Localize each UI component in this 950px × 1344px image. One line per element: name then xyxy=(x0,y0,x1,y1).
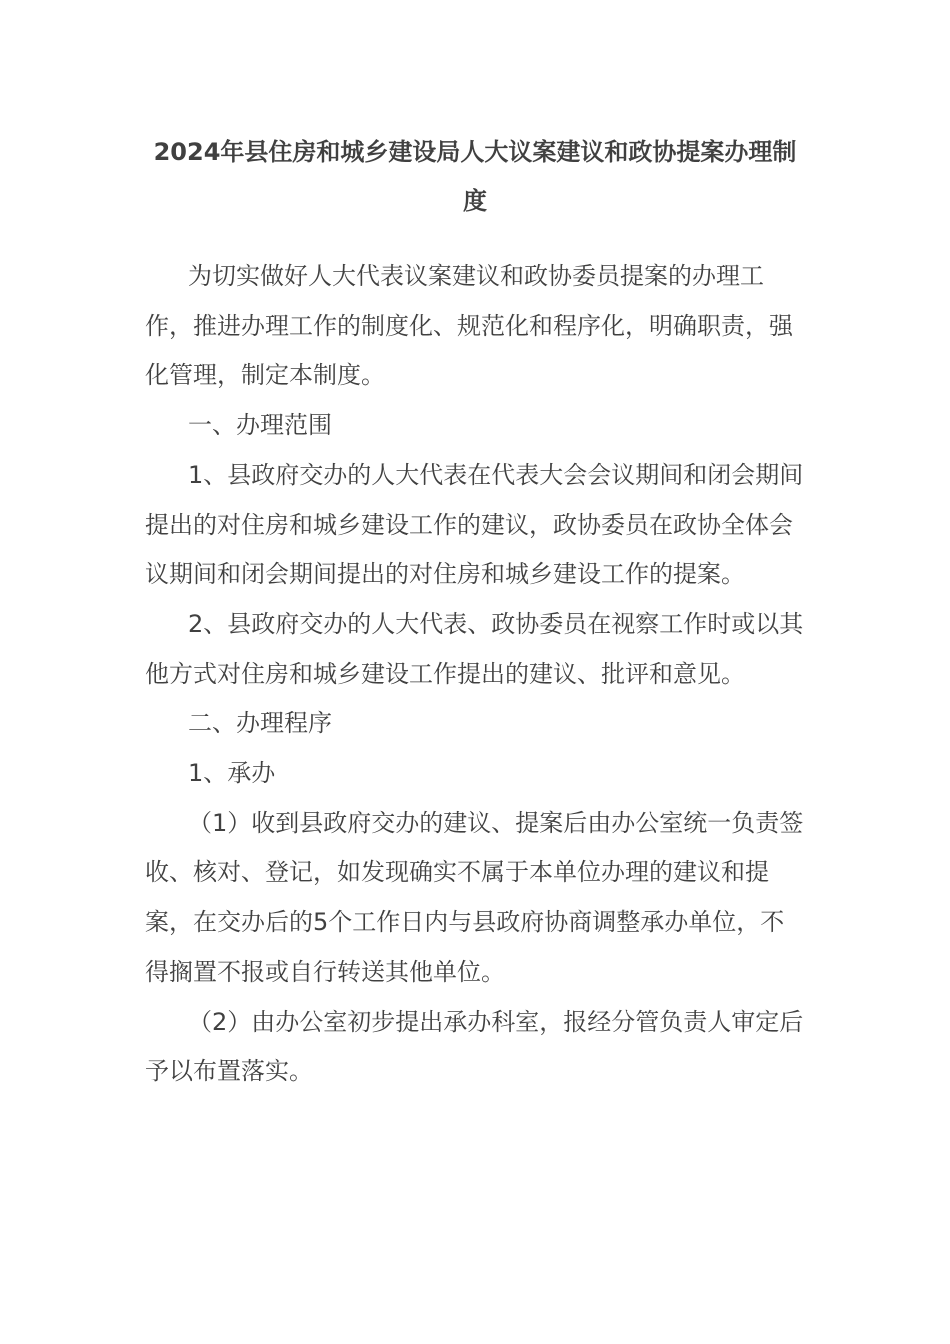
section-heading-scope: 一、办理范围 xyxy=(188,411,332,440)
section-heading-procedure: 二、办理程序 xyxy=(188,709,332,738)
procedure-item-1: （1）收到县政府交办的建议、提案后由办公室统一负责签收、核对、登记，如发现确实不属于本单位办理的建议和提案，在交办后的5个工作日内与县政府协商调整承办单位，不得搁置不报或自行转送其他单位。 xyxy=(145,808,804,986)
procedure-item-2: （2）由办公室初步提出承办科室，报经分管负责人审定后予以布置落实。 xyxy=(145,1007,804,1086)
document-body xyxy=(145,252,807,1097)
document-title: 2024年县住房和城乡建设局人大议案建议和政协提案办理制度 xyxy=(153,138,797,215)
scope-item-2: 2、县政府交办的人大代表、政协委员在视察工作时或以其他方式对住房和城乡建设工作提出的建议、批评和意见。 xyxy=(145,609,804,688)
scope-item-1: 1、县政府交办的人大代表在代表大会会议期间和闭会期间提出的对住房和城乡建设工作的建议，政协委员在政协全体会议期间和闭会期间提出的对住房和城乡建设工作的提案。 xyxy=(145,460,804,589)
subsection-heading-undertake: 1、承办 xyxy=(188,759,276,788)
intro-paragraph: 为切实做好人大代表议案建议和政协委员提案的办理工作，推进办理工作的制度化、规范化和程序化，明确职责，强化管理，制定本制度。 xyxy=(145,262,793,390)
